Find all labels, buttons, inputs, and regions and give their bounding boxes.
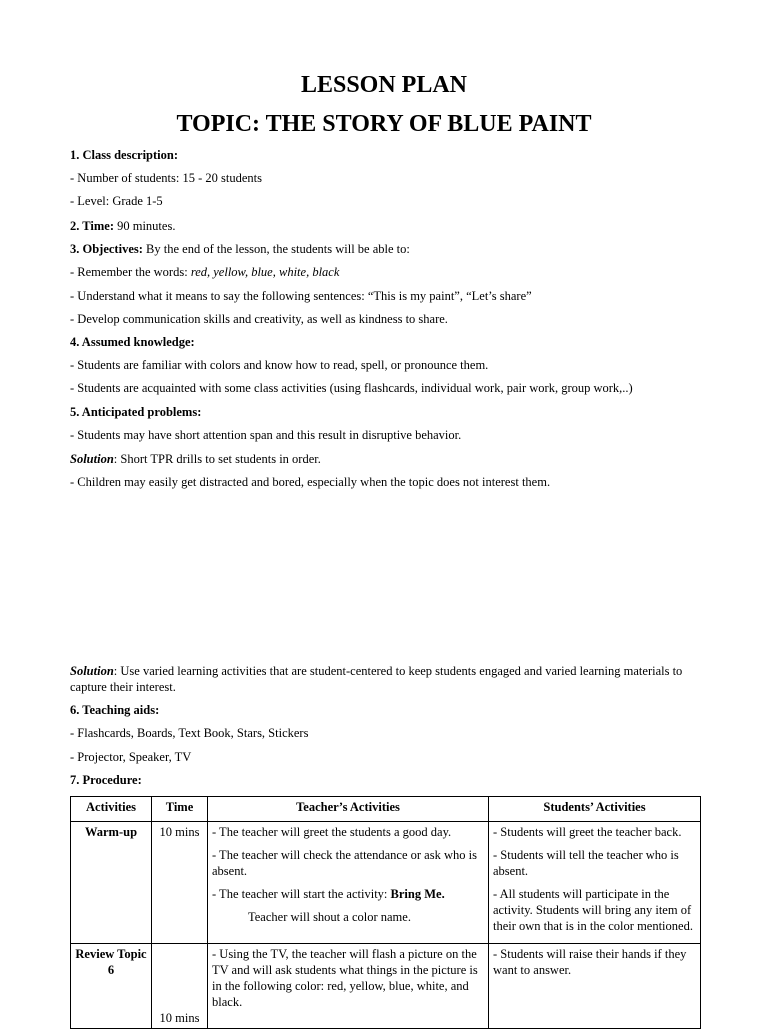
teacher-cell: - The teacher will greet the students a good day. - The teacher will check the attendance or ask who is absent. - The teacher will start the activity: Bring Me. Teacher will shout a color name. <box>208 822 489 944</box>
activity-cell: Review Topic 6 <box>71 944 152 1029</box>
objective-remember: - Remember the words: red, yellow, blue, white, black <box>70 265 340 279</box>
assumed-knowledge-heading: 4. Assumed knowledge: <box>70 335 195 349</box>
procedure-table <box>70 796 701 1029</box>
time-cell: 10 mins <box>152 822 208 944</box>
level: - Level: Grade 1-5 <box>70 194 163 208</box>
problem-1: - Students may have short attention span and this result in disruptive behavior. <box>70 428 462 442</box>
anticipated-problems-heading: 5. Anticipated problems: <box>70 405 202 419</box>
time-cell: 10 mins <box>152 944 208 1029</box>
solution-1: Solution: Short TPR drills to set students in order. <box>70 452 321 466</box>
knowledge-item: - Students are acquainted with some class activities (using flashcards, individual work, pair work, group work,..) <box>70 381 633 395</box>
teacher-cell: - Using the TV, the teacher will flash a picture on the TV and will ask students what things in the picture is in the following color: red, yellow, blue, white, and black. <box>208 944 489 1029</box>
students-cell: - Students will greet the teacher back. - Students will tell the teacher who is absent. - All students will participate in the activity. Students will bring any item of their own that is in the color mentioned. <box>489 822 701 944</box>
table-header-row <box>71 797 701 822</box>
column-header: Time <box>152 797 208 822</box>
solution-2: Solution: Use varied learning activities that are student-centered to keep students engaged and varied learning materials to capture their interest. <box>70 664 683 694</box>
time-section: 2. Time: 90 minutes. <box>70 219 176 233</box>
problem-2: - Children may easily get distracted and bored, especially when the topic does not interest them. <box>70 475 551 489</box>
objective-develop: - Develop communication skills and creativity, as well as kindness to share. <box>70 312 448 326</box>
column-header: Teacher’s Activities <box>208 797 489 822</box>
table-row <box>71 944 701 1029</box>
teaching-aid-item: - Flashcards, Boards, Text Book, Stars, Stickers <box>70 726 309 740</box>
teaching-aid-item: - Projector, Speaker, TV <box>70 750 192 764</box>
class-description-heading: 1. Class description: <box>70 148 178 162</box>
students-count: - Number of students: 15 - 20 students <box>70 171 262 185</box>
teaching-aids-heading: 6. Teaching aids: <box>70 703 160 717</box>
table-row <box>71 822 701 944</box>
topic-title: TOPIC: THE STORY OF BLUE PAINT <box>176 111 592 137</box>
procedure-heading: 7. Procedure: <box>70 773 142 787</box>
objectives-section: 3. Objectives: By the end of the lesson, the students will be able to: <box>70 242 410 256</box>
activity-cell: Warm-up <box>71 822 152 944</box>
column-header: Students’ Activities <box>489 797 701 822</box>
knowledge-item: - Students are familiar with colors and know how to read, spell, or pronounce them. <box>70 358 489 372</box>
objective-understand: - Understand what it means to say the following sentences: “This is my paint”, “Let’s share” <box>70 289 532 303</box>
students-cell: - Students will raise their hands if they want to answer. <box>489 944 701 1029</box>
document-title: LESSON PLAN <box>300 72 468 98</box>
column-header: Activities <box>71 797 152 822</box>
